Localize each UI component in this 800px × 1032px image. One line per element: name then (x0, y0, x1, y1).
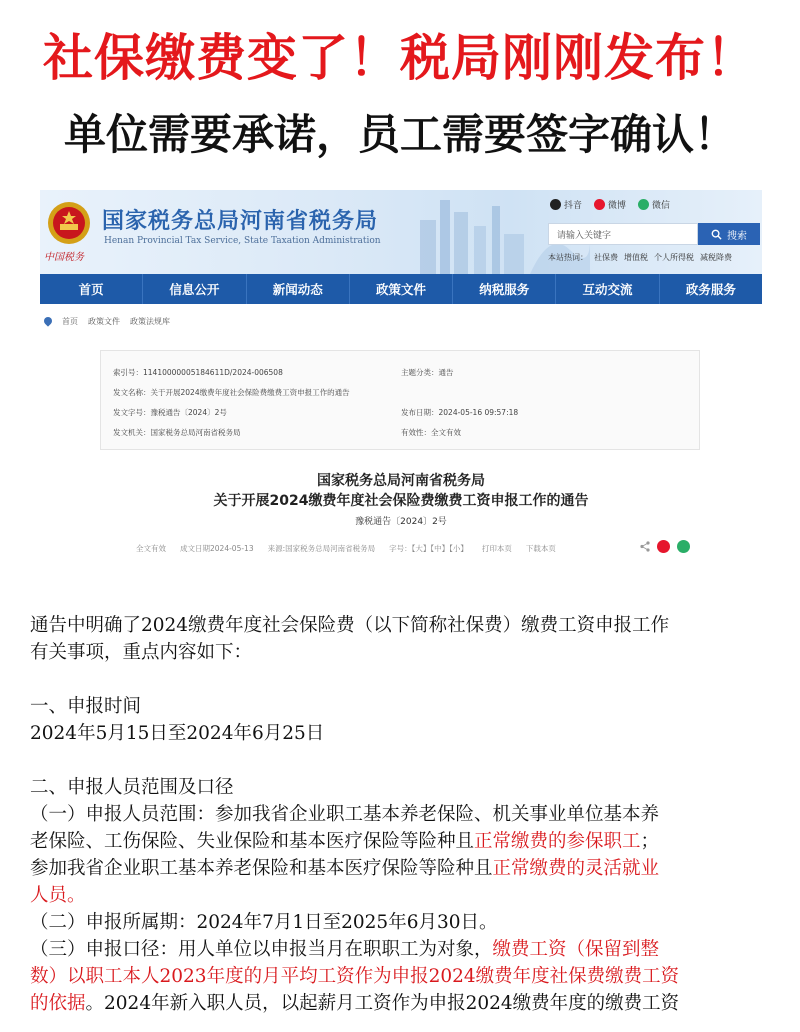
wechat-icon (638, 199, 649, 210)
weibo-icon (594, 199, 605, 210)
font-size-controls[interactable]: 字号：【大】【中】【小】 (389, 544, 468, 553)
nav-policy-docs[interactable]: 政策文件 (350, 274, 453, 304)
document-number: 豫税通告〔2024〕2号 (355, 517, 447, 527)
section-1-heading: 一、申报时间 (30, 696, 142, 717)
share-icon[interactable] (640, 541, 650, 552)
social-wechat[interactable] (638, 198, 670, 211)
period-line: （二）申报所属期：2024年7月1日至2025年6月30日。 (30, 912, 498, 933)
site-title: 国家税务总局河南省税务局 (102, 209, 379, 234)
social-label: 微博 (608, 201, 627, 211)
intro-line-2: 有关事项，重点内容如下： (30, 642, 253, 663)
website-screenshot (40, 190, 762, 572)
hot-keyword-link[interactable]: 个人所得税 (654, 253, 694, 262)
meta-index-no: 索引号：11410000005184611D/2024-006508 (113, 368, 283, 377)
breadcrumb (40, 312, 762, 330)
download-link[interactable]: 下载本页 (525, 544, 556, 553)
hot-keywords (548, 252, 732, 263)
search-button[interactable] (698, 223, 760, 245)
social-douyin[interactable] (550, 198, 582, 211)
meta-validity: 有效性：全文有效 (401, 428, 461, 437)
site-header (40, 190, 762, 274)
breadcrumb-item[interactable]: 政策文件 (88, 316, 120, 326)
search-input[interactable]: 请输入关键字 (548, 223, 698, 245)
nav-info-disclosure[interactable]: 信息公开 (143, 274, 246, 304)
emblem-caption: 中国税务 (44, 252, 84, 263)
criteria-text: （三）申报口径：用人单位以申报当月在职职工为对象， (30, 939, 493, 960)
criteria-line-3 (30, 990, 679, 1017)
hot-keywords-label: 本站热词： (548, 253, 588, 262)
document-title: 关于开展2024缴费年度社会保险费缴费工资申报工作的通告 (213, 493, 589, 509)
criteria-line-1 (30, 936, 659, 963)
toolbar-source: 来源:国家税务总局河南省税务局 (267, 544, 376, 553)
breadcrumb-item[interactable]: 政策法规库 (130, 316, 170, 326)
highlight-text: 的依据 (30, 993, 86, 1014)
social-label: 抖音 (564, 201, 583, 211)
search-icon (711, 229, 722, 240)
scope-text: 参加我省企业职工基本养老保险和基本医疗保险等险种且 (30, 858, 493, 879)
section-1-body: 2024年5月15日至2024年6月25日 (30, 723, 325, 744)
scope-text: 老保险、工伤保险、失业保险和基本医疗保险等险种且 (30, 831, 475, 852)
social-weibo[interactable] (594, 198, 626, 211)
highlight-text: 缴费工资（保留到整 (492, 939, 660, 960)
weibo-share-icon[interactable] (657, 540, 670, 553)
nav-home[interactable]: 首页 (40, 274, 143, 304)
nav-interaction[interactable]: 互动交流 (556, 274, 659, 304)
document-toolbar (136, 543, 556, 554)
highlight-text: 正常缴费的灵活就业 (492, 858, 660, 879)
punctuation: ； (640, 831, 660, 852)
meta-topic: 主题分类：通告 (401, 368, 454, 377)
wechat-share-icon[interactable] (677, 540, 690, 553)
subheadline: 单位需要承诺，员工需要签字确认！ (63, 110, 736, 159)
douyin-icon (550, 199, 561, 210)
hot-keyword-link[interactable]: 社保费 (594, 253, 618, 262)
location-pin-icon (42, 315, 53, 326)
site-title-en: Henan Provincial Tax Service, State Taxation Administration (104, 236, 381, 246)
criteria-line-2: 数）以职工本人2023年度的月平均工资作为申报2024缴费年度社保费缴费工资 (30, 966, 680, 987)
meta-doc-name: 发文名称：关于开展2024缴费年度社会保险费缴费工资申报工作的通告 (113, 388, 350, 397)
document-metadata (100, 350, 700, 450)
nav-tax-service[interactable]: 纳税服务 (453, 274, 556, 304)
document-issuer: 国家税务总局河南省税务局 (317, 473, 485, 489)
hot-keyword-link[interactable]: 增值税 (624, 253, 648, 262)
section-2-heading: 二、申报人员范围及口径 (30, 777, 234, 798)
toolbar-validity: 全文有效 (136, 544, 166, 553)
highlight-text: 正常缴费的参保职工 (474, 831, 641, 852)
social-label: 微信 (652, 201, 671, 211)
nav-news[interactable]: 新闻动态 (247, 274, 350, 304)
scope-line-3 (30, 855, 659, 882)
national-emblem-icon (46, 200, 92, 246)
print-link[interactable]: 打印本页 (481, 544, 512, 553)
headline: 社保缴费变了！税局刚刚发布！ (43, 28, 757, 87)
search-button-label: 搜索 (727, 230, 747, 242)
social-links (550, 198, 670, 211)
meta-issuer: 发文机关：国家税务总局河南省税务局 (113, 428, 241, 437)
breadcrumb-item[interactable]: 首页 (62, 316, 78, 326)
scope-line-4: 人员。 (30, 885, 86, 906)
toolbar-date: 成文日期2024-05-13 (180, 544, 254, 553)
meta-doc-no: 发文字号：豫税通告〔2024〕2号 (113, 408, 227, 417)
main-nav (40, 274, 762, 304)
meta-publish-date: 发布日期：2024-05-16 09:57:18 (401, 408, 519, 417)
hot-keyword-link[interactable]: 减税降费 (700, 253, 732, 262)
share-icons (640, 540, 690, 553)
scope-line-2 (30, 828, 659, 855)
nav-gov-service[interactable]: 政务服务 (685, 282, 736, 297)
scope-line-1: （一）申报人员范围：参加我省企业职工基本养老保险、机关事业单位基本养 (30, 804, 660, 825)
intro-line-1: 通告中明确了2024缴费年度社会保险费（以下简称社保费）缴费工资申报工作 (30, 615, 670, 636)
criteria-text: 。2024年新入职人员，以起薪月工资作为申报2024缴费年度的缴费工资 (85, 993, 680, 1014)
